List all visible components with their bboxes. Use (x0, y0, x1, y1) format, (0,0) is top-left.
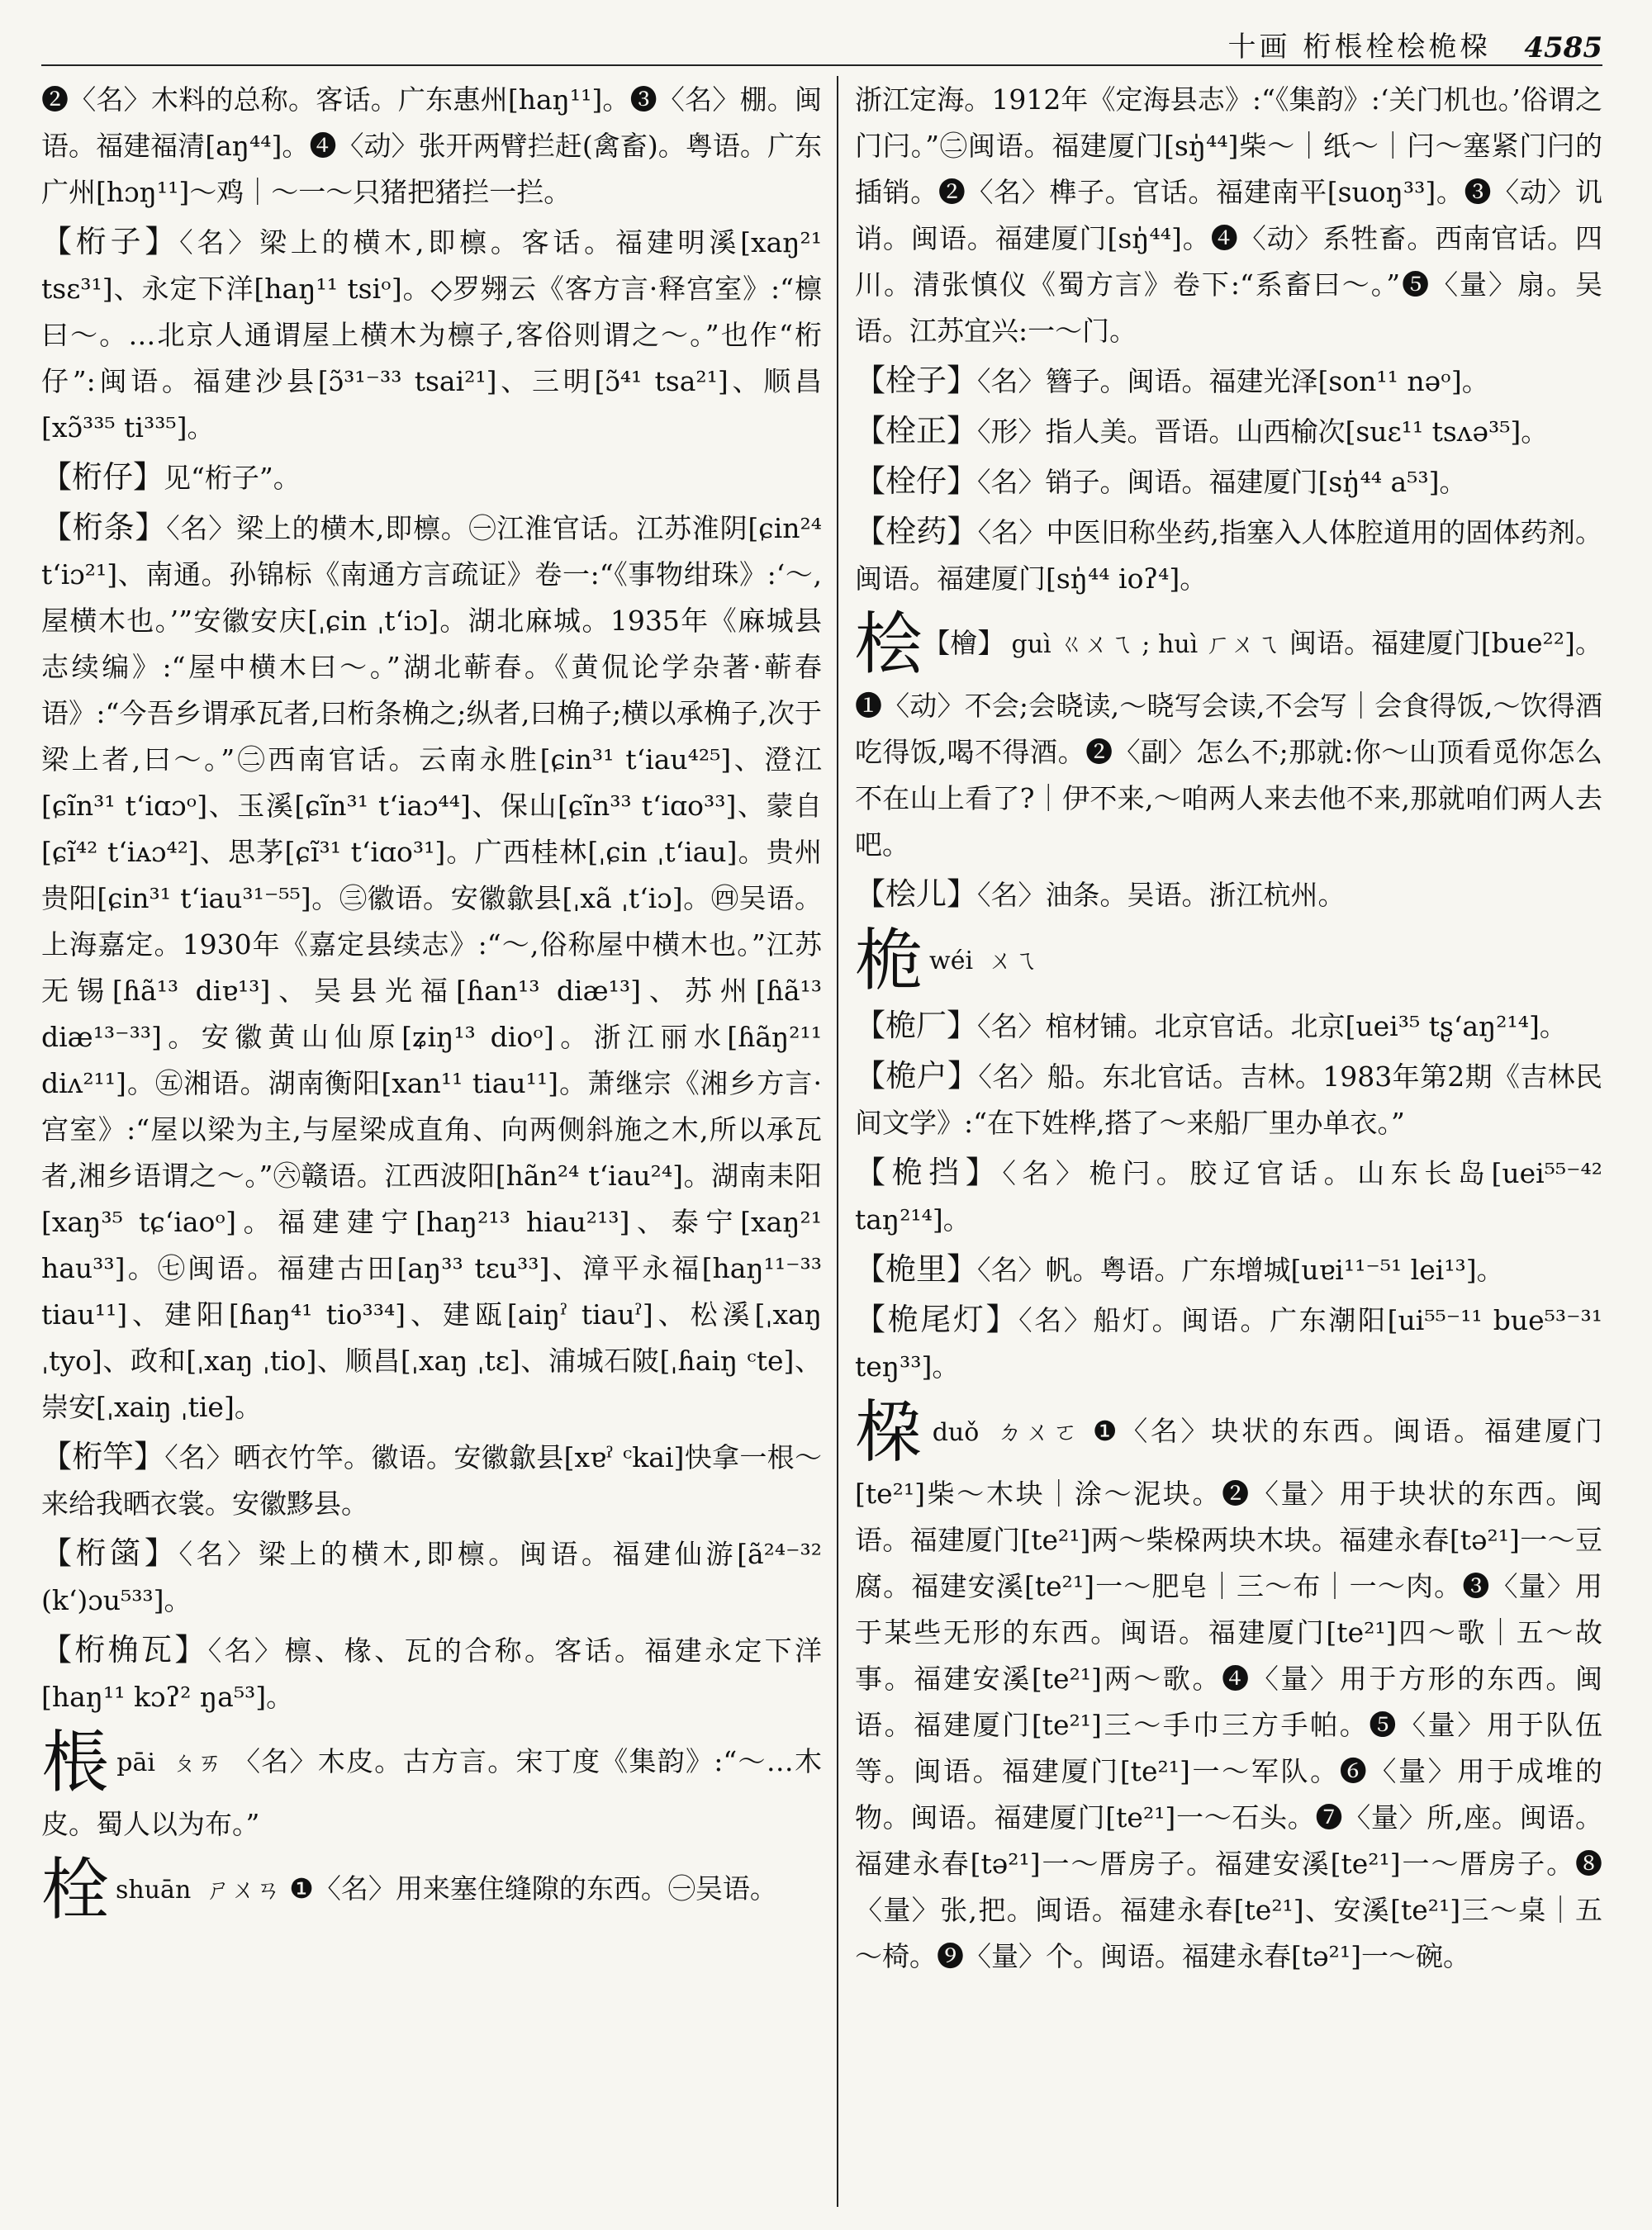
definition: 〈形〉指人美。晋语。山西榆次[suɛ¹¹ tsʌə³⁵]。 (977, 415, 1549, 448)
column-divider (837, 76, 838, 2207)
character-entry-gui (855, 607, 1602, 868)
definition: 〈名〉船灯。闽语。广东潮阳[ui⁵⁵⁻¹¹ bue⁵³⁻³¹ teŋ³³]。 (855, 1304, 1602, 1383)
headword: 【桅厂】 (855, 1008, 977, 1043)
definition: ❶〈名〉用来塞住缝隙的东西。㊀吴语。 (289, 1872, 777, 1905)
head-character: 桗 (855, 1393, 926, 1472)
entry (855, 1053, 1602, 1146)
entry (855, 458, 1602, 505)
right-column (855, 76, 1602, 2215)
page-header (1228, 15, 1602, 64)
entry (855, 1150, 1602, 1243)
character-entry-shuan (41, 1853, 822, 1929)
definition: 〈名〉桅闩。胶辽官话。山东长岛[uei⁵⁵⁻⁴² taŋ²¹⁴]。 (855, 1157, 1602, 1236)
zhuyin: ㄨㄟ (988, 947, 1038, 975)
head-character: 桅 (855, 922, 923, 1000)
pinyin: pāi (116, 1748, 155, 1777)
left-column (41, 76, 822, 2215)
headword: 【桁竿】 (41, 1439, 165, 1474)
entry (41, 76, 822, 216)
entry (41, 219, 822, 451)
entry (855, 509, 1602, 602)
definition: 浙江定海。1912年《定海县志》:“《集韵》:‘关门机也。’俗谓之门闩。”㊁闽语。福建厦门[sŋ̍⁴⁴]柴～｜纸～｜闩～塞紧门闩的插销。❷〈名〉榫子。官话。福建南平[suoŋ³³]。❸〈动〉讥诮。闽语。福建厦门[sŋ̍⁴⁴]。❹〈动〉系牲畜。西南官话。四川。清张慎仪《蜀方言》卷下:“系畜曰～。”❺〈量〉扇。吴语。江苏宜兴:一～门。 (855, 83, 1602, 347)
header-rule (41, 64, 1602, 66)
definition: ❷〈名〉木料的总称。客话。广东惠州[haŋ¹¹]。❸〈名〉棚。闽语。福建福清[aŋ⁴⁴]。❹〈动〉张开两臂拦赶(禽畜)。粤语。广东广州[hɔŋ¹¹]～鸡｜～一～只猪把猪拦一拦。 (41, 83, 822, 208)
definition: 〈名〉油条。吴语。浙江杭州。 (977, 879, 1346, 911)
entry (855, 358, 1602, 405)
head-character: 桧 (855, 605, 923, 684)
definition: 〈名〉木皮。古方言。宋丁度《集韵》:“～…木皮。蜀人以为布。” (41, 1745, 822, 1840)
headword: 【桧儿】 (855, 876, 977, 912)
headword: 【栓正】 (855, 413, 977, 448)
pinyin: wéi (929, 947, 974, 975)
character-entry-wei (855, 923, 1602, 999)
headword: 【栓子】 (855, 363, 977, 398)
definition: 〈名〉簪子。闽语。福建光泽[son¹¹ nəᵒ]。 (977, 365, 1489, 397)
headword: 【栓仔】 (855, 463, 977, 499)
definition: 〈名〉檩、椽、瓦的合称。客话。福建永定下洋[haŋ¹¹ kɔʔ² ŋa⁵³]。 (41, 1635, 822, 1713)
definition: 〈名〉帆。粤语。广东增城[uɐi¹¹⁻⁵¹ lei¹³]。 (977, 1254, 1504, 1286)
zhuyin: ㄕㄨㄢ (206, 1876, 281, 1905)
headword: 【栓药】 (855, 514, 978, 549)
entry (41, 1434, 822, 1527)
definition: 〈名〉晒衣竹竿。徽语。安徽歙县[xɐˀ ᶜkai]快拿一根～来给我晒衣裳。安徽黟县。 (41, 1441, 822, 1520)
head-character: 棖 (41, 1724, 111, 1802)
entry (855, 76, 1602, 354)
headword: 【桅里】 (855, 1251, 977, 1287)
entry (855, 1297, 1602, 1390)
definition: 闽语。福建厦门[bue²²]。❶〈动〉不会;会晓读,～晓写会读,不会写｜会食得饭,～饮得酒吃得饭,喝不得酒。❷〈副〉怎么不;那就:你～山顶看觅你怎么不在山上看了?｜伊不来,～咱两人来去他不来,那就咱们两人去吧。 (855, 627, 1602, 861)
entry (41, 1530, 822, 1624)
definition: 〈名〉梁上的横木,即檩。闽语。福建仙游[ã²⁴⁻³² (kʻ)ɔu⁵³³]。 (41, 1538, 822, 1616)
page-number: 4585 (1524, 31, 1602, 64)
headword: 【桁䈄】 (41, 1535, 179, 1571)
entry (41, 1627, 822, 1720)
definition: 〈名〉销子。闽语。福建厦门[sŋ̍⁴⁴ a⁵³]。 (977, 466, 1467, 498)
running-head: 十画 桁棖栓桧桅桗 (1227, 31, 1492, 64)
headword: 【桁条】 (41, 510, 167, 545)
entry (41, 454, 822, 501)
pinyin: shuān (116, 1876, 192, 1905)
headword: 【桅尾灯】 (855, 1302, 1019, 1337)
pinyin: guì ㄍㄨㄟ ; huì ㄏㄨㄟ (1011, 630, 1281, 659)
headword: 【桁桷瓦】 (41, 1632, 208, 1668)
definition: 〈名〉中医旧称坐药,指塞入人体腔道用的固体药剂。闽语。福建厦门[sŋ̍⁴⁴ ioʔ⁴]。 (855, 516, 1602, 595)
headword: 【桅挡】 (855, 1155, 1003, 1190)
pinyin: duǒ (932, 1418, 980, 1447)
entry (855, 871, 1602, 918)
definition: 〈名〉棺材铺。北京官话。北京[uei³⁵ tʂʻaŋ²¹⁴]。 (977, 1010, 1567, 1042)
entry (855, 1246, 1602, 1293)
zhuyin: ㄉㄨㄛ (997, 1418, 1081, 1447)
headword: 【桁子】 (41, 224, 180, 259)
entry (855, 1003, 1602, 1050)
headword: 【桅户】 (855, 1058, 979, 1094)
definition: 〈名〉梁上的横木,即檩。客话。福建明溪[xaŋ²¹ tsɛ³¹]、永定下洋[haŋ¹¹ tsiᵒ]。◇罗翙云《客方言·释宫室》:“檩曰～。…北京人通谓屋上横木为檩子,客俗则谓之～。”也作“桁仔”:闽语。福建沙县[ɔ̃³¹⁻³³ tsai²¹]、三明[ɔ̃⁴¹ tsa²¹]、顺昌[xɔ̃³³⁵ ti³³⁵]。 (41, 226, 822, 444)
character-entry-po (41, 1725, 822, 1848)
headword: 【桁仔】 (41, 459, 164, 495)
character-entry-duo (855, 1395, 1602, 1980)
entry (855, 408, 1602, 455)
definition: 〈名〉梁上的横木,即檩。㊀江淮官话。江苏淮阴[ɕin²⁴ tʻiɔ²¹]、南通。孙锦标《南通方言疏证》卷一:“《事物绀珠》:‘～,屋横木也。’”安徽安庆[ˌɕin ˌtʻiɔ]。湖北麻城。1935年《麻城县志续编》:“屋中横木曰～。”湖北蕲春。《黄侃论学杂著·蕲春语》:“今吾乡谓承瓦者,曰桁条桷之;纵者,曰桷子;横以承桷子,次于梁上者,曰～。”㊁西南官话。云南永胜[ɕin³¹ tʻiau⁴²⁵]、澄江[ɕĩn³¹ tʻiɑɔᵒ]、玉溪[ɕĩn³¹ tʻiaɔ⁴⁴]、保山[ɕĩn³³ tʻiɑo³³]、蒙自[ɕĩ⁴² tʻiᴀɔ⁴²]、思茅[ɕĩ³¹ tʻiɑo³¹]。广西桂林[ˌɕin ˌtʻiau]。贵州贵阳[ɕin³¹ tʻiau³¹⁻⁵⁵]。㊂徽语。安徽歙县[ˌxã ˌtʻiɔ]。㊃吴语。上海嘉定。1930年《嘉定县续志》:“～,俗称屋中横木也。”江苏无锡[ɦã¹³ diɐ¹³]、吴县光福[ɦan¹³ diæ¹³]、苏州[ɦã¹³ diæ¹³⁻³³]。安徽黄山仙原[ʑiŋ¹³ dioᵒ]。浙江丽水[ɦãŋ²¹¹ diᴧ²¹¹]。㊄湘语。湖南衡阳[xan¹¹ tiau¹¹]。萧继宗《湘乡方言·宫室》:“屋以梁为主,与屋梁成直角、向两侧斜施之木,所以承瓦者,湘乡语谓之～。”㊅赣语。江西波阳[hãn²⁴ tʻiau²⁴]。湖南耒阳[xaŋ³⁵ tɕʻiaoᵒ]。福建建宁[haŋ²¹³ hiau²¹³]、泰宁[xaŋ²¹ hau³³]。㊆闽语。福建古田[aŋ³³ tɛu³³]、漳平永福[haŋ¹¹⁻³³ tiau¹¹]、建阳[ɦaŋ⁴¹ tio³³⁴]、建瓯[aiŋˀ tiauˀ]、松溪[ˌxaŋ ˌtyo]、政和[ˌxaŋ ˌtio]、顺昌[ˌxaŋ ˌtɛ]、浦城石陂[ˌɦaiŋ ᶜte]、崇安[ˌxaiŋ ˌtie]。 (41, 512, 822, 1423)
definition: 见“桁子”。 (164, 462, 301, 494)
definition: 〈名〉船。东北官话。吉林。1983年第2期《吉林民间文学》:“在下姓桦,搭了～来船厂里办单衣。” (855, 1060, 1602, 1139)
head-character: 栓 (41, 1851, 110, 1929)
zhuyin: ㄆㄞ (171, 1748, 224, 1777)
variant-form: 【檜】 (923, 627, 1005, 659)
definition: ❶〈名〉块状的东西。闽语。福建厦门[te²¹]柴～木块｜涂～泥块。❷〈量〉用于块状的东西。闽语。福建厦门[te²¹]两～柴桗两块木块。福建永春[tə²¹]一～豆腐。福建安溪[te²¹]一～肥皂｜三～布｜一～肉。❸〈量〉用于某些无形的东西。闽语。福建厦门[te²¹]四～歌｜五～故事。福建安溪[te²¹]两～歌。❹〈量〉用于方形的东西。闽语。福建厦门[te²¹]三～手巾三方手帕。❺〈量〉用于队伍等。闽语。福建厦门[te²¹]一～军队。❻〈量〉用于成堆的物。闽语。福建厦门[te²¹]一～石头。❼〈量〉所,座。闽语。福建永春[tə²¹]一～厝房子。福建安溪[te²¹]一～厝房子。❽〈量〉张,把。闽语。福建永春[te²¹]、安溪[te²¹]三～桌｜五～椅。❾〈量〉个。闽语。福建永春[tə²¹]一～碗。 (855, 1415, 1602, 1972)
entry (41, 505, 822, 1431)
